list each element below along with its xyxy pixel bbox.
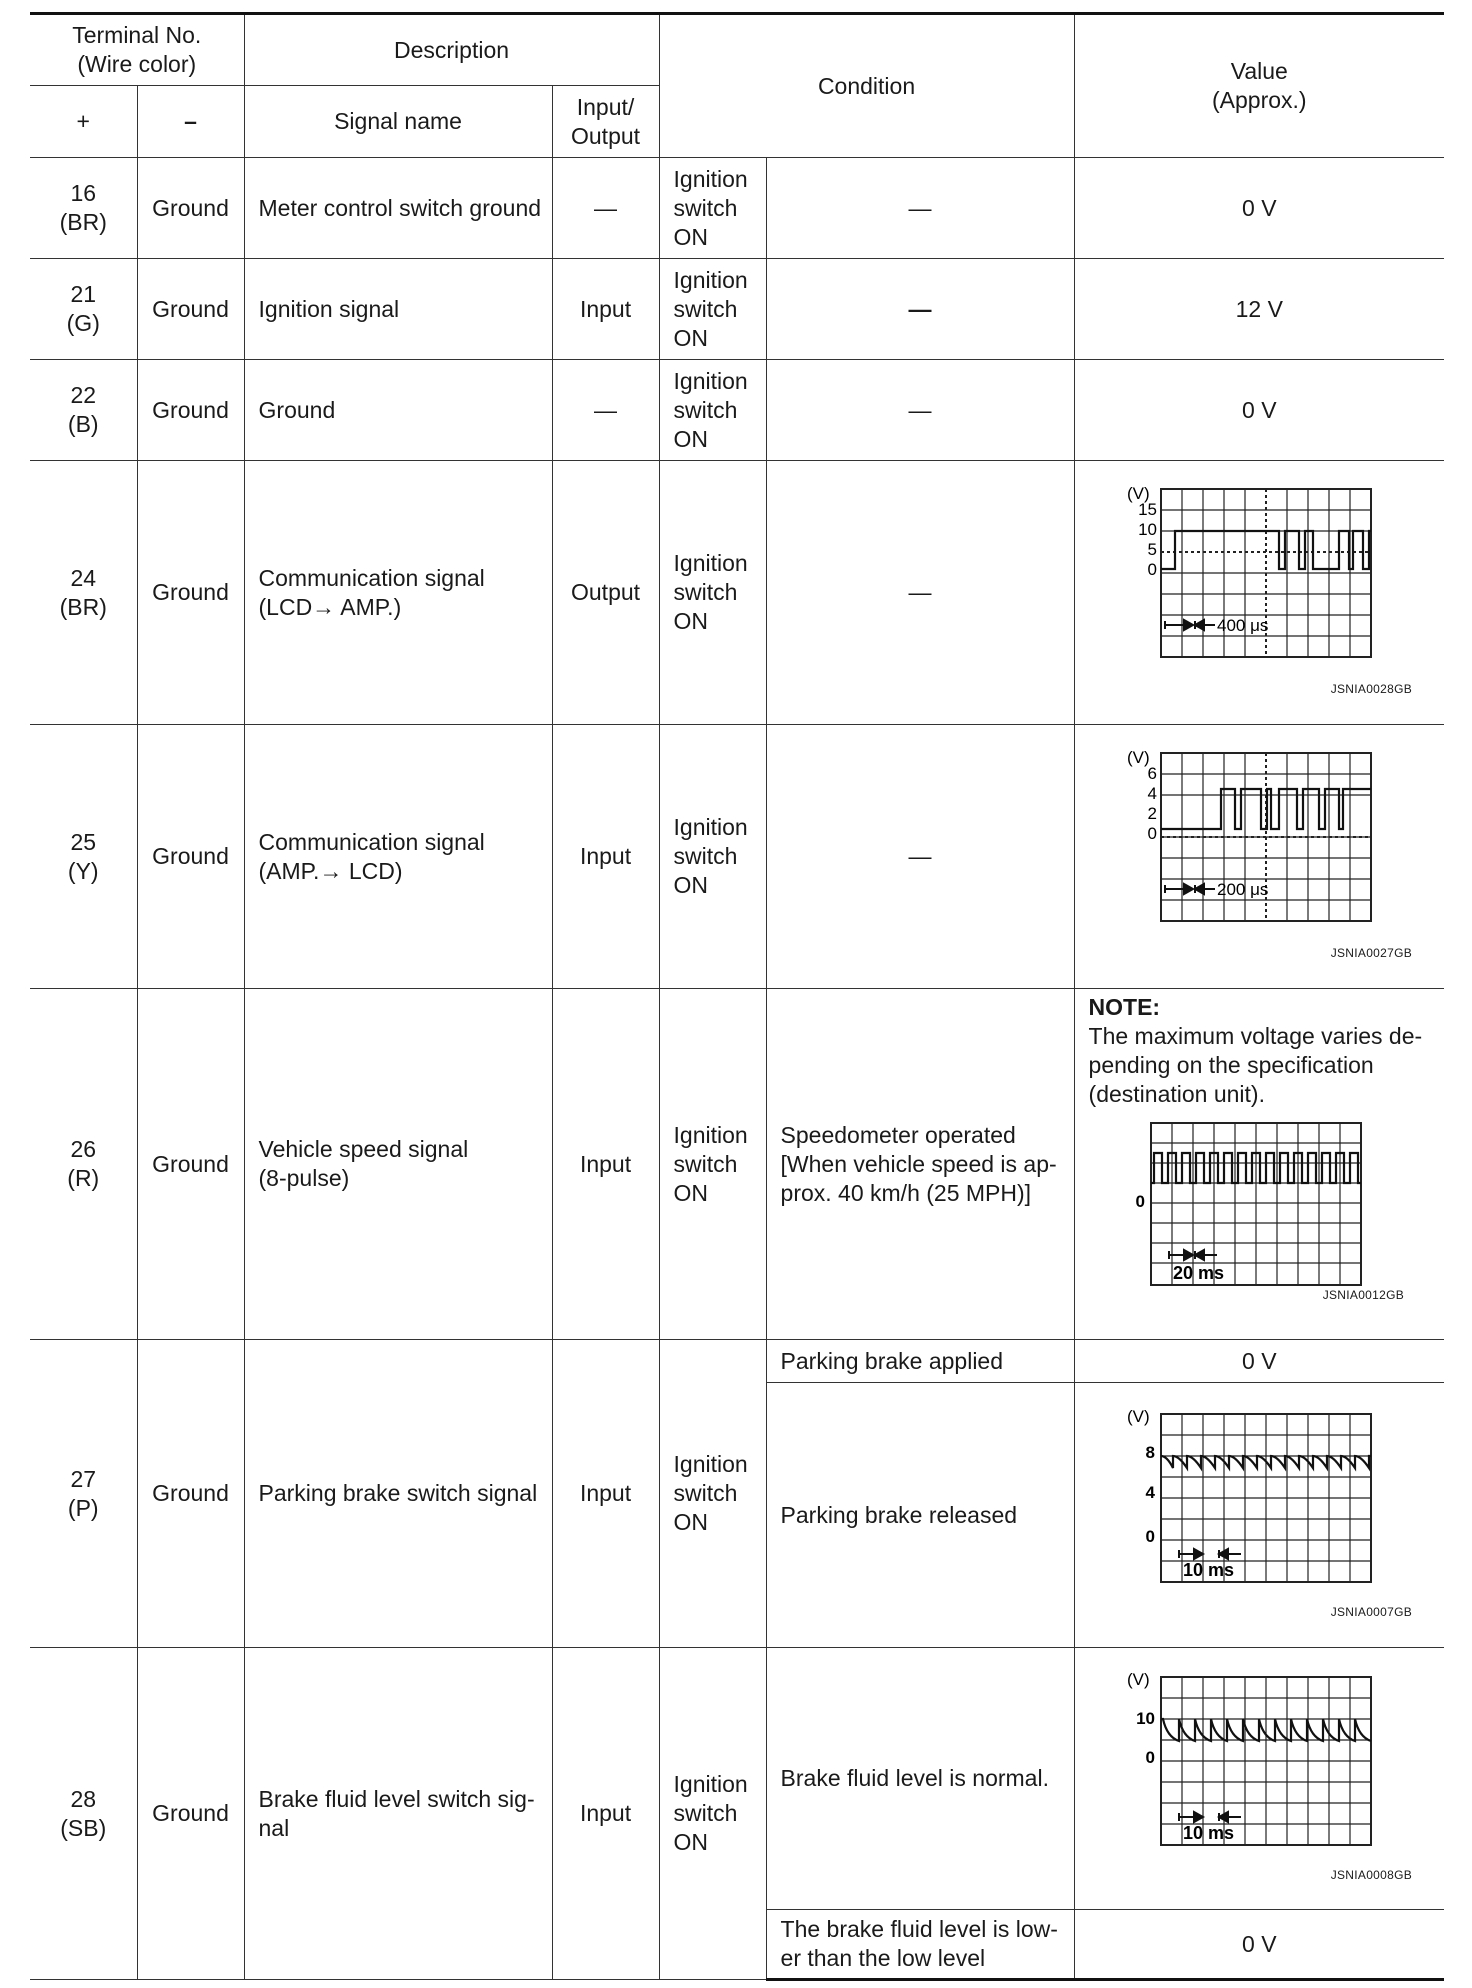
table-row: [30, 725, 1444, 989]
header-description: Description: [244, 14, 659, 86]
signal-name-cell: [244, 725, 552, 989]
value-waveform-cell: [1074, 1383, 1444, 1648]
condition-line: Ignition: [673, 814, 748, 840]
wave-unit-label: (V): [1127, 484, 1150, 503]
note-line: pending on the specification: [1088, 1052, 1374, 1078]
ground-cell: Ground: [137, 725, 244, 989]
wave-y-tick: 6: [1147, 764, 1158, 783]
condition-line: Ignition: [673, 165, 748, 192]
wave-y-tick: 8: [1145, 1442, 1156, 1462]
condition-line: ON: [673, 223, 709, 250]
terminal-cell: [30, 989, 137, 1340]
condition-line: ON: [673, 608, 709, 634]
wave-y-tick: 10: [1138, 520, 1158, 539]
waveform-grid: [1161, 1414, 1371, 1582]
wire-color: (R): [67, 1165, 100, 1191]
period-label: 10 ms: [1183, 1559, 1235, 1580]
period-label: 10 ms: [1183, 1823, 1235, 1843]
signal-name-line: Vehicle speed signal: [258, 1136, 469, 1162]
table-row: [30, 259, 1444, 360]
condition-detail-cell: [766, 1910, 1074, 1980]
header-value-approx-label: (Approx.): [1211, 87, 1307, 113]
condition-line: switch: [673, 579, 738, 605]
table-row: [30, 461, 1444, 725]
condition-line: ON: [673, 324, 709, 351]
waveform-chart-25: [1109, 745, 1409, 945]
note-text: [1089, 1022, 1437, 1109]
signal-name-cell: Ground: [244, 360, 552, 461]
condition-detail-line: [When vehicle speed is ap-: [780, 1150, 1057, 1177]
terminal-cell: [30, 1648, 137, 1980]
table-row: [30, 158, 1444, 259]
condition-cell: [659, 1648, 766, 1980]
header-io-line2: Output: [571, 122, 641, 149]
value-cell: 0 V: [1074, 1910, 1444, 1980]
condition-line: Ignition: [673, 1121, 748, 1148]
condition-line: switch: [673, 1480, 738, 1506]
wave-y-tick: 4: [1145, 1482, 1156, 1502]
terminal-number: 26: [70, 1136, 97, 1162]
ground-cell: Ground: [137, 1340, 244, 1648]
condition-detail-line: er than the low level: [780, 1945, 986, 1971]
wave-y-ticks: [1136, 1709, 1155, 1767]
wave-y-tick: 0: [1145, 1526, 1156, 1546]
period-label: 200 μs: [1217, 880, 1269, 899]
wave-y-tick: 2: [1147, 804, 1158, 823]
waveform-grid: [1161, 1677, 1371, 1845]
period-label: 20 ms: [1172, 1263, 1224, 1283]
waveform-chart-28: [1109, 1667, 1409, 1867]
ground-cell: Ground: [137, 989, 244, 1340]
signal-name-line: nal: [258, 1814, 290, 1841]
signal-name-line: Brake fluid level switch sig-: [258, 1785, 535, 1812]
signal-name-cell: Ignition signal: [244, 259, 552, 360]
value-waveform-cell: [1074, 461, 1444, 725]
io-cell: Input: [552, 989, 659, 1340]
wire-color: (G): [66, 310, 100, 336]
signal-name-line: Communication signal: [258, 828, 485, 855]
condition-line: Ignition: [673, 266, 748, 293]
condition-line: Ignition: [673, 1451, 748, 1477]
wire-color: (SB): [60, 1814, 107, 1841]
terminal-spec-table: [30, 12, 1444, 1981]
signal-name-cell: [244, 1648, 552, 1980]
wave-y-tick: 0: [1135, 1192, 1145, 1211]
value-waveform-cell: [1074, 1648, 1444, 1910]
header-value: [1074, 14, 1444, 158]
wave-y-tick: 0: [1145, 1748, 1156, 1767]
wire-color: (B): [67, 411, 99, 437]
wave-y-tick: 0: [1147, 560, 1158, 579]
io-cell: Input: [552, 1648, 659, 1980]
header-io-line1: Input/: [576, 93, 635, 120]
signal-name-line: (AMP.→ LCD): [258, 857, 403, 884]
condition-line: ON: [673, 425, 709, 452]
condition-line: switch: [673, 1800, 738, 1826]
wire-color: (BR): [59, 209, 107, 235]
terminal-cell: [30, 725, 137, 989]
condition-detail-cell: —: [766, 259, 1074, 360]
condition-line: switch: [673, 396, 738, 423]
figure-id: JSNIA0008GB: [1330, 1868, 1413, 1882]
io-cell: —: [552, 360, 659, 461]
waveform-grid: [1151, 1123, 1361, 1285]
condition-detail-line: prox. 40 km/h (25 MPH)]: [780, 1179, 1032, 1206]
header-minus: –: [137, 86, 244, 158]
condition-line: ON: [673, 1179, 709, 1206]
io-cell: Input: [552, 1340, 659, 1648]
wire-color: (P): [67, 1494, 99, 1521]
signal-name-cell: [244, 989, 552, 1340]
ground-cell: Ground: [137, 461, 244, 725]
terminal-number: 21: [70, 281, 97, 307]
terminal-number: 28: [70, 1785, 97, 1812]
condition-cell: [659, 1340, 766, 1648]
wave-y-tick: 0: [1147, 824, 1158, 843]
header-condition: Condition: [659, 14, 1074, 158]
condition-detail-cell: —: [766, 360, 1074, 461]
condition-detail-cell: —: [766, 461, 1074, 725]
signal-name-line: (LCD→ AMP.): [258, 593, 402, 620]
wire-color: (BR): [59, 593, 107, 620]
condition-line: ON: [673, 1829, 709, 1855]
terminal-cell: [30, 259, 137, 360]
waveform-chart-26: [1099, 1119, 1399, 1287]
condition-detail-cell: Brake fluid level is normal.: [766, 1648, 1074, 1910]
value-waveform-cell: [1074, 725, 1444, 989]
io-cell: Output: [552, 461, 659, 725]
wave-unit-label: (V): [1127, 1670, 1150, 1689]
condition-line: Ignition: [673, 1771, 748, 1797]
io-cell: —: [552, 158, 659, 259]
header-wire-color-label: (Wire color): [77, 51, 197, 77]
header-terminal-no: [30, 14, 244, 86]
table-row: [30, 1340, 1444, 1383]
condition-cell: [659, 989, 766, 1340]
table-row: [30, 360, 1444, 461]
wave-y-tick: 4: [1147, 784, 1158, 803]
wire-color: (Y): [67, 857, 99, 884]
wave-unit-label: (V): [1127, 748, 1150, 767]
condition-detail-line: The brake fluid level is low-: [780, 1916, 1058, 1942]
terminal-cell: [30, 461, 137, 725]
condition-line: Ignition: [673, 367, 748, 394]
period-marker: [1165, 884, 1215, 894]
io-cell: Input: [552, 259, 659, 360]
figure-id: JSNIA0012GB: [1322, 1288, 1405, 1302]
condition-cell: [659, 725, 766, 989]
signal-name-line: Communication signal: [258, 564, 485, 591]
wave-y-ticks: [1138, 500, 1157, 579]
signal-name-cell: Parking brake switch signal: [244, 1340, 552, 1648]
condition-line: switch: [673, 1150, 738, 1177]
note-line: The maximum voltage varies de-: [1088, 1023, 1423, 1049]
wave-y-ticks: [1146, 1443, 1156, 1546]
period-marker: [1179, 1812, 1241, 1822]
condition-detail-cell: —: [766, 158, 1074, 259]
figure-id: JSNIA0028GB: [1330, 682, 1413, 696]
waveform-chart-27: [1109, 1404, 1409, 1604]
signal-name-line: (8-pulse): [258, 1165, 350, 1191]
ground-cell: Ground: [137, 360, 244, 461]
condition-detail-cell: Parking brake released: [766, 1383, 1074, 1648]
condition-detail-line: Speedometer operated: [780, 1121, 1016, 1148]
terminal-number: 25: [70, 828, 97, 855]
figure-id: JSNIA0007GB: [1330, 1604, 1413, 1619]
condition-cell: [659, 360, 766, 461]
wave-y-ticks: [1148, 764, 1157, 843]
condition-line: switch: [673, 843, 738, 869]
condition-cell: [659, 259, 766, 360]
waveform-chart-24: [1109, 481, 1409, 681]
condition-line: switch: [673, 295, 738, 322]
terminal-cell: [30, 360, 137, 461]
period-label: 400 μs: [1217, 616, 1269, 635]
condition-line: ON: [673, 1509, 709, 1535]
condition-line: switch: [673, 194, 738, 221]
value-note-waveform-cell: [1074, 989, 1444, 1340]
header-io: [552, 86, 659, 158]
value-cell: 12 V: [1074, 259, 1444, 360]
period-marker: [1165, 620, 1215, 630]
terminal-number: 27: [70, 1465, 97, 1492]
ground-cell: Ground: [137, 259, 244, 360]
ground-cell: Ground: [137, 158, 244, 259]
terminal-number: 24: [70, 564, 97, 591]
condition-detail-cell: [766, 989, 1074, 1340]
header-terminal-no-label: Terminal No.: [72, 22, 202, 48]
io-cell: Input: [552, 725, 659, 989]
value-cell: 0 V: [1074, 1340, 1444, 1383]
signal-name-cell: Meter control switch ground: [244, 158, 552, 259]
wave-y-tick: 10: [1136, 1709, 1156, 1728]
wave-unit-label: (V): [1127, 1406, 1150, 1426]
condition-line: Ignition: [673, 550, 748, 576]
terminal-number: 16: [70, 180, 97, 206]
condition-line: ON: [673, 872, 709, 898]
value-cell: 0 V: [1074, 158, 1444, 259]
ground-cell: Ground: [137, 1648, 244, 1980]
condition-cell: [659, 158, 766, 259]
header-row-1: [30, 14, 1444, 86]
header-signal-name: Signal name: [244, 86, 552, 158]
wave-y-tick: 15: [1138, 500, 1158, 519]
period-marker: [1179, 1549, 1241, 1559]
note-line: (destination unit).: [1088, 1081, 1265, 1107]
terminal-cell: [30, 1340, 137, 1648]
note-title: NOTE:: [1088, 994, 1161, 1020]
table-row: [30, 1648, 1444, 1910]
condition-detail-cell: —: [766, 725, 1074, 989]
value-cell: 0 V: [1074, 360, 1444, 461]
condition-cell: [659, 461, 766, 725]
header-value-label: Value: [1230, 58, 1288, 84]
table-row: [30, 989, 1444, 1340]
figure-id: JSNIA0027GB: [1330, 946, 1413, 960]
header-plus: +: [30, 86, 137, 158]
condition-detail-cell: Parking brake applied: [766, 1340, 1074, 1383]
terminal-cell: [30, 158, 137, 259]
terminal-number: 22: [70, 382, 97, 408]
wave-y-tick: 5: [1147, 540, 1158, 559]
signal-name-cell: [244, 461, 552, 725]
